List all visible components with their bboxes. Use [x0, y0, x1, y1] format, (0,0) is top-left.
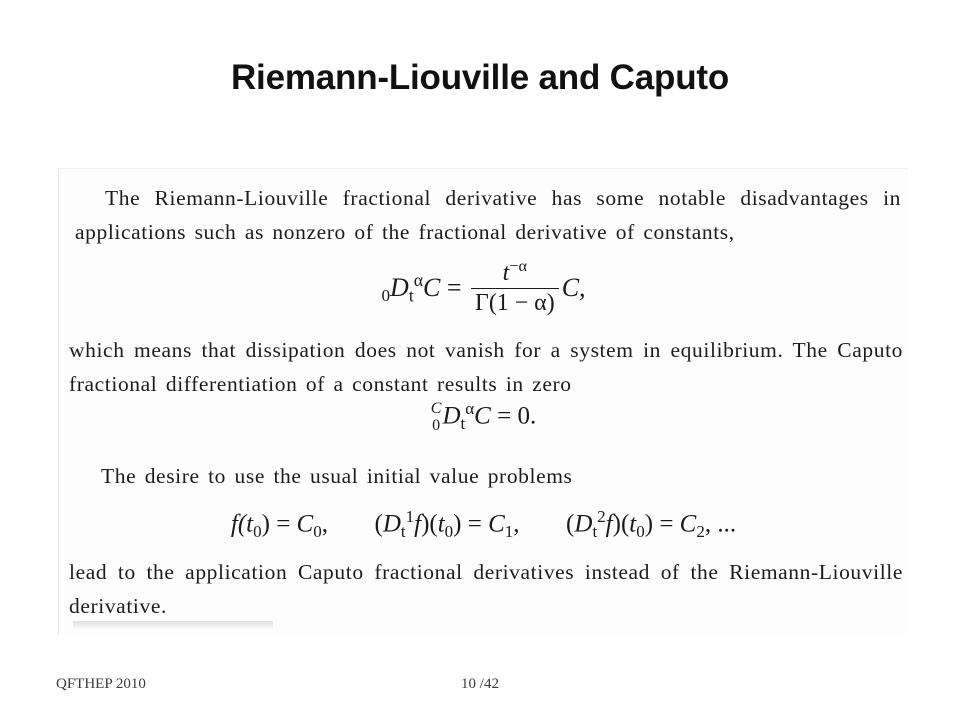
equation-3-equals-1: =	[276, 510, 291, 538]
equation-1	[59, 257, 908, 317]
scanned-text-block	[58, 168, 908, 635]
equation-2-operator-sup: α	[465, 399, 475, 418]
equation-3-term1-rhs-sub: 0	[313, 521, 322, 541]
equation-3-term3-operator: D	[574, 510, 593, 538]
equation-3-term2-arg-sub: 0	[444, 521, 454, 541]
equation-1-operator-sub: t	[408, 285, 414, 306]
footer-conference-label: QFTHEP 2010	[56, 676, 146, 692]
equation-3-term1: f(t	[230, 510, 254, 538]
equation-2	[59, 399, 908, 435]
equation-3-term3-rhs-sub: 2	[696, 521, 705, 541]
equation-3-term2-open: (	[374, 510, 383, 538]
equation-3-equals-2: =	[467, 510, 482, 538]
footer-page-number: 10 /42	[461, 676, 499, 692]
equation-3-term2-operator: D	[382, 510, 401, 538]
scan-edge-artifact	[73, 621, 273, 630]
equation-1-fraction	[471, 257, 559, 317]
equation-2-result: = 0.	[497, 402, 537, 430]
equation-3-term3-operator-sub: t	[592, 521, 598, 541]
paragraph-2: which means that dissipation does not vanish for a system in equilibrium. The Caputo fractional differentiation of a constant results in zero	[69, 338, 903, 396]
paragraph-4: lead to the application Caputo fractional derivatives instead of the Riemann-Liouville derivative.	[69, 560, 903, 618]
equation-3-term2-function: f	[414, 510, 422, 538]
equation-1-numerator	[471, 257, 559, 289]
equation-2-pre-sub: 0	[432, 416, 441, 434]
equation-3-term2-rhs: C	[488, 510, 505, 538]
equation-1-operator: D	[390, 272, 409, 302]
equation-3-equals-3: =	[659, 510, 674, 538]
equation-3-term3-arg-close: )	[644, 510, 654, 538]
equation-3-term2-operator-sub: t	[400, 521, 406, 541]
equation-1-tail: C,	[561, 272, 586, 302]
equation-3-term2-rhs-sub: 1	[504, 521, 514, 541]
equation-3-term3-open: (	[566, 510, 575, 538]
equation-3-term1-sub: 0	[253, 521, 262, 541]
equation-3-term2-arg-close: )	[453, 510, 462, 538]
equation-3-term3-arg: t	[629, 510, 637, 538]
equation-2-argument: C	[474, 402, 491, 430]
equation-3-term3-close: )(	[612, 510, 630, 538]
equation-3-comma-1: ,	[321, 510, 328, 538]
equation-1-numerator-base: t	[502, 260, 510, 287]
paragraph-1: The Riemann-Liouville fractional derivative has some notable disadvantages in applications such as nonzero of the fractional derivative of constants,	[75, 186, 901, 244]
equation-3-term2-arg: t	[437, 510, 445, 538]
equation-3-comma-2: ,	[513, 510, 520, 538]
equation-2-prescripts	[431, 401, 442, 435]
equation-1-prescript: 0	[381, 285, 391, 305]
equation-3-term1-close: )	[261, 510, 270, 538]
equation-1-argument: C	[423, 272, 441, 302]
equation-3-term3-operator-sup: 2	[597, 507, 606, 526]
paragraph-3: The desire to use the usual initial value problems	[101, 464, 573, 488]
equation-3-term2-close: )(	[421, 510, 438, 538]
equation-2-operator-sub: t	[460, 413, 466, 433]
equation-2-operator: D	[442, 402, 461, 430]
equation-3-term3-arg-sub: 0	[636, 521, 645, 541]
equation-3-term1-rhs: C	[296, 510, 314, 538]
equation-3-term3-function: f	[605, 510, 613, 538]
equation-1-equals: =	[446, 272, 462, 302]
equation-1-denominator: Γ(1 − α)	[475, 290, 555, 317]
page-title: Riemann-Liouville and Caputo	[230, 58, 730, 97]
equation-1-numerator-exp: −α	[509, 257, 528, 275]
equation-3-term2-operator-sup: 1	[405, 507, 415, 526]
equation-1-operator-sup: α	[413, 269, 423, 290]
equation-3-term3-rhs: C	[679, 510, 697, 538]
equation-3-trailing: , ...	[704, 510, 737, 538]
equation-2-pre-sup: C	[430, 399, 442, 417]
equation-3	[59, 507, 908, 542]
